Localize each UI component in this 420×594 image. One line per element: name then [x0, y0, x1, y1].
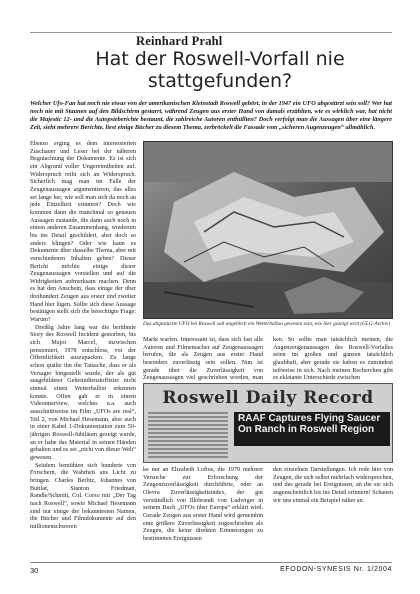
journal-name: EFODON-SYNESIS Nr. 1/2004: [280, 566, 392, 573]
balloon-debris-photo: [143, 141, 393, 319]
paragraph: Ebenso erging es dem interessierten Zuschauer und Leser bei der näheren Begutachtung der Dokumente. Es ist sich ein Abgrund voller Ungereimtheiten auf. Widerspruch reiht sich an Widerspruch. Sicherlich mag man im Falle der Zeugenaussagen argumentieren, das alles sei lange her, wie soll man sich da noch an jede Einzelheit erinnern? Doch wie kommen dann die manchmal so genauen Aussagen zustande, die dann auch noch in einem anderen Zusammenhang, wiederum bis ins Detail geschildert, aber doch so anders klingen? Oder wie kann es Dokumente über dasselbe Thema, aber mit verschiedenen Inhalten geben? Dieser Bericht möchte einige dieser Zeugenaussagen vorstellen und auf die Widrigkeiten aufmerksam machen. Denn es hat den Anschein, dass einige der über dreihundert Zeugen aus erster und zweiter Hand hier lügen. Sollte sich diese Aussage bestätigen stellt sich die berechtigte Frage: Warum?: [30, 141, 136, 324]
text-column-2-top: Markt warfen. Interessant ist, dass sich fast alle Autoren und Filmemacher auf Zeugenaussagen berufen, die als Zeugen aus erster Hand besonders zuverlässig sein sollen. Nun ist gerade über die Zuverlässigkeit von Zeugenaussagen viel geschrieben worden, man: [143, 337, 263, 382]
text-column-1: [30, 141, 136, 531]
paragraph: Dreißig Jahre lang war die berühmte Story des Roswell Incident gestorben, bis sich Major Marcel, inzwischen pensioniert, 1978 entschloss, vor der Öffentlichkeit auszupacken. Zu lange schon quälte ihn die Tatsache, dass er als Versager hingestellt wurde, der als gut ausgebildeter Geheimdienstoffizier nicht einmal einen Wetterballon erkennen konnte. Offen gab er in einem Videointerview, welches u.a. auch ausschnittweise im Film „UFOs are real“, Teil 2, von Michael Hesemann, aber auch in einer Kabel 1-Dokumentation zum 50-jährigen Roswell-Jubiläum gezeigt wurde, an er habe das Material in seinen Händen gehalten und es sei „nicht von dieser Welt“ gewesen.: [30, 324, 136, 461]
text-column-3-bottom: den einzelnen Darstellungen. Ich rede hier von Zeugen, die sich selbst mehrfach widersprechen, und das gerade bei Ereignissen, an die sie sich augenscheinlich bis ins Detail erinnern! Schauen wir uns einmal ein Beispiel näher an.: [273, 467, 393, 504]
top-rule: [30, 32, 392, 33]
paragraph: Seitdem bemühten sich hunderte von Forschern, die Wahrheit ans Licht zu bringen. Charles Berlitz, Johannes von Buttlar, Stanton Friedman, Randle/Schmitt, Col. Corso mit „Der Tag nach Roswell“, sowie Michael Hesemann sind nur einige der bekanntesten Namen, die Bücher und Filmdokumente auf den millionenschweren: [30, 462, 136, 530]
article-lead: Welcher Ufo-Fan hat noch nie etwas von der amerikanischen Kleinstadt Roswell gehört, in der 1947 ein UFO abgestürzt sein soll? Wer hat noch nie mit Staunen auf den Bildschirm gestarrt, während Zeugen aus erster Hand von damals erzählten, wie es wirklich war, hat nicht die Majestic 12- und die Autopsieberichte bestaunt, die zahlreiche Autoren enthüllten? Doch verfolgt man die Aussagen über eine längere Zeit, sieht mehrere Berichte, liest einige Bücher zu diesem Thema, zerbröckelt die Fassade vom „sicheren Augenzeugen“ allmählich.: [30, 100, 392, 131]
article-author: Reinhard Prahl: [136, 34, 223, 48]
photo-caption: Das abgestürzte UFO bei Roswell soll angeblich ein Wetterballon gewesen sein, wie hier gezeigt wird (GLG-Archiv): [143, 321, 391, 327]
article-title: Hat der Roswell-Vorfall nie stattgefunden?: [95, 48, 345, 92]
page-number: 30: [30, 566, 39, 575]
newspaper-text-lines: [148, 412, 228, 460]
photo-illustration: [144, 142, 393, 319]
text-column-2-bottom: ke nur an Elizabeth Loftus, die 1979 mehrere Versuche zur Erforschung der Zeugenzuverlässigkeit durchführte, oder an Olevra Zuverlässigkeitsindex, der gut verständlich von Illobrandt von Ludwiger in seinem Buch „UFOs über Europa“ erklärt wird. Gerade Zeugen aus erster Hand wird gemeinhin eine größere Zuverlässigkeit zugeschrieben als Zeugen, die keine direkten Erinnerungen zu bestimmten Ereignissen: [143, 467, 263, 542]
newspaper-masthead: Roswell Daily Record: [162, 388, 374, 408]
newspaper-headline: RAAF Captures Flying Saucer On Ranch in Roswell Region: [234, 412, 390, 446]
text-column-3-top: ken. So sollte man tatsächlich meinen, die Augenzeugenaussagen des Roswell-Vorfalles seien im großen und ganzen tatsächlich glaubhaft, aber gerade sie haben es zumindest teilweise in sich. Nach meinen Recherchen gibt es eklatante Unterschiede zwischen: [273, 337, 393, 382]
newspaper-clipping-photo: [143, 383, 393, 463]
footer-rule: [30, 562, 392, 563]
